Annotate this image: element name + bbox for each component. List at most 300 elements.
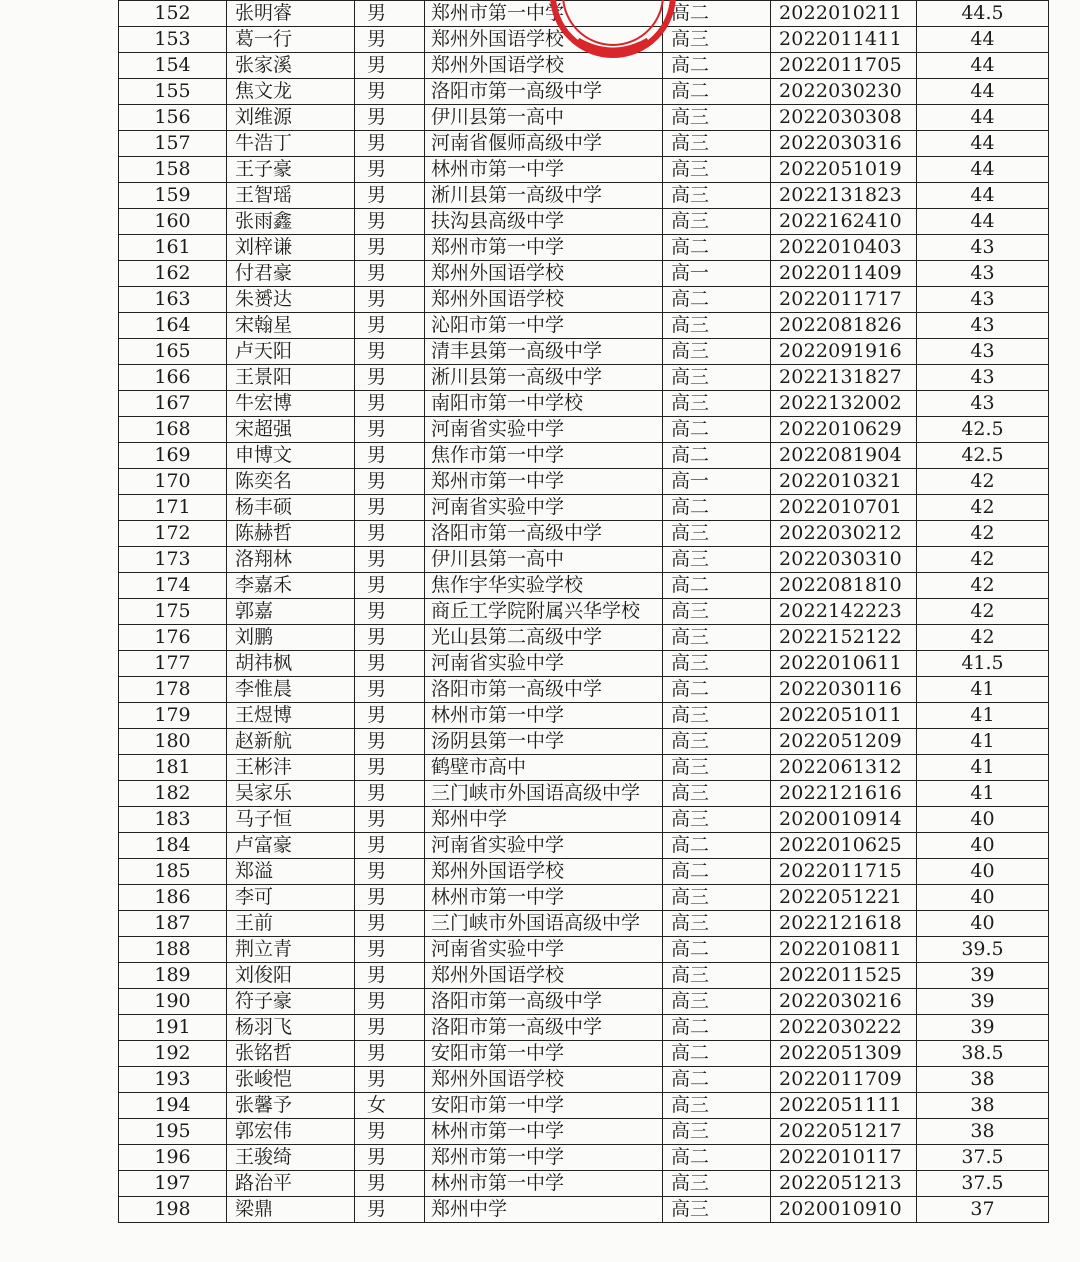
table-row — [119, 417, 1049, 443]
table-row — [119, 625, 1049, 651]
table-row — [119, 131, 1049, 157]
row-number-cell: 183 — [119, 807, 227, 833]
student-name-cell: 陈奕名 — [227, 469, 355, 495]
student-id-cell: 2022131827 — [771, 365, 917, 391]
school-name-cell: 郑州外国语学校 — [425, 27, 663, 53]
school-name-cell: 河南省实验中学 — [425, 651, 663, 677]
score-cell: 42 — [917, 521, 1049, 547]
gender-cell: 男 — [355, 677, 425, 703]
student-name-cell: 卢天阳 — [227, 339, 355, 365]
school-name-cell: 三门峡市外国语高级中学 — [425, 911, 663, 937]
school-name-cell: 安阳市第一中学 — [425, 1041, 663, 1067]
student-id-cell: 2022011705 — [771, 53, 917, 79]
grade-cell: 高二 — [663, 417, 771, 443]
grade-cell: 高一 — [663, 469, 771, 495]
gender-cell: 男 — [355, 1, 425, 27]
grade-cell: 高三 — [663, 651, 771, 677]
grade-cell: 高三 — [663, 209, 771, 235]
gender-cell: 男 — [355, 417, 425, 443]
student-name-cell: 付君豪 — [227, 261, 355, 287]
score-cell: 42 — [917, 625, 1049, 651]
school-name-cell: 郑州中学 — [425, 807, 663, 833]
student-name-cell: 刘维源 — [227, 105, 355, 131]
school-name-cell: 洛阳市第一高级中学 — [425, 521, 663, 547]
table-row — [119, 79, 1049, 105]
row-number-cell: 172 — [119, 521, 227, 547]
student-name-cell: 李嘉禾 — [227, 573, 355, 599]
student-id-cell: 2022011709 — [771, 1067, 917, 1093]
row-number-cell: 194 — [119, 1093, 227, 1119]
gender-cell: 男 — [355, 27, 425, 53]
row-number-cell: 186 — [119, 885, 227, 911]
table-row — [119, 963, 1049, 989]
row-number-cell: 177 — [119, 651, 227, 677]
row-number-cell: 170 — [119, 469, 227, 495]
gender-cell: 男 — [355, 573, 425, 599]
grade-cell: 高三 — [663, 1119, 771, 1145]
table-row — [119, 443, 1049, 469]
school-name-cell: 三门峡市外国语高级中学 — [425, 781, 663, 807]
grade-cell: 高三 — [663, 729, 771, 755]
score-cell: 42 — [917, 495, 1049, 521]
score-cell: 40 — [917, 885, 1049, 911]
table-row — [119, 937, 1049, 963]
table-row — [119, 287, 1049, 313]
grade-cell: 高二 — [663, 287, 771, 313]
student-id-cell: 2022010625 — [771, 833, 917, 859]
grade-cell: 高二 — [663, 677, 771, 703]
table-row — [119, 573, 1049, 599]
row-number-cell: 161 — [119, 235, 227, 261]
school-name-cell: 淅川县第一高级中学 — [425, 183, 663, 209]
table-row — [119, 911, 1049, 937]
student-name-cell: 刘梓谦 — [227, 235, 355, 261]
gender-cell: 男 — [355, 495, 425, 521]
seal-inner-ring — [563, 0, 663, 45]
table-row — [119, 833, 1049, 859]
student-name-cell: 马子恒 — [227, 807, 355, 833]
score-cell: 43 — [917, 287, 1049, 313]
student-id-cell: 2022010321 — [771, 469, 917, 495]
row-number-cell: 173 — [119, 547, 227, 573]
table-row — [119, 183, 1049, 209]
row-number-cell: 184 — [119, 833, 227, 859]
score-cell: 40 — [917, 911, 1049, 937]
student-name-cell: 宋翰星 — [227, 313, 355, 339]
student-name-cell: 王煜博 — [227, 703, 355, 729]
row-number-cell: 176 — [119, 625, 227, 651]
school-name-cell: 清丰县第一高级中学 — [425, 339, 663, 365]
student-id-cell: 2022081826 — [771, 313, 917, 339]
row-number-cell: 180 — [119, 729, 227, 755]
gender-cell: 男 — [355, 287, 425, 313]
table-row — [119, 313, 1049, 339]
gender-cell: 男 — [355, 729, 425, 755]
student-name-cell: 牛浩丁 — [227, 131, 355, 157]
student-id-cell: 2022091916 — [771, 339, 917, 365]
gender-cell: 男 — [355, 651, 425, 677]
grade-cell: 高三 — [663, 131, 771, 157]
score-cell: 39 — [917, 989, 1049, 1015]
student-name-cell: 杨丰硕 — [227, 495, 355, 521]
grade-cell: 高二 — [663, 859, 771, 885]
school-name-cell: 淅川县第一高级中学 — [425, 365, 663, 391]
student-name-cell: 卢富豪 — [227, 833, 355, 859]
school-name-cell: 林州市第一中学 — [425, 157, 663, 183]
student-id-cell: 2022030222 — [771, 1015, 917, 1041]
gender-cell: 男 — [355, 209, 425, 235]
table-row — [119, 1093, 1049, 1119]
row-number-cell: 169 — [119, 443, 227, 469]
row-number-cell: 168 — [119, 417, 227, 443]
student-id-cell: 2022051011 — [771, 703, 917, 729]
student-id-cell: 2022051209 — [771, 729, 917, 755]
table-row — [119, 365, 1049, 391]
score-cell: 39 — [917, 963, 1049, 989]
table-row — [119, 989, 1049, 1015]
gender-cell: 男 — [355, 1119, 425, 1145]
gender-cell: 男 — [355, 703, 425, 729]
gender-cell: 男 — [355, 131, 425, 157]
row-number-cell: 153 — [119, 27, 227, 53]
row-number-cell: 165 — [119, 339, 227, 365]
gender-cell: 男 — [355, 235, 425, 261]
row-number-cell: 190 — [119, 989, 227, 1015]
table-row — [119, 1145, 1049, 1171]
student-name-cell: 王彬沣 — [227, 755, 355, 781]
score-cell: 43 — [917, 235, 1049, 261]
table-row — [119, 495, 1049, 521]
table-row — [119, 469, 1049, 495]
grade-cell: 高三 — [663, 885, 771, 911]
student-name-cell: 朱赟达 — [227, 287, 355, 313]
grade-cell: 高三 — [663, 807, 771, 833]
score-cell: 38.5 — [917, 1041, 1049, 1067]
score-cell: 39 — [917, 1015, 1049, 1041]
row-number-cell: 187 — [119, 911, 227, 937]
grade-cell: 高三 — [663, 365, 771, 391]
gender-cell: 男 — [355, 1197, 425, 1223]
grade-cell: 高三 — [663, 391, 771, 417]
student-id-cell: 2022011525 — [771, 963, 917, 989]
school-name-cell: 南阳市第一中学校 — [425, 391, 663, 417]
table-row — [119, 261, 1049, 287]
results-table-body — [119, 1, 1049, 1223]
grade-cell: 高三 — [663, 313, 771, 339]
row-number-cell: 197 — [119, 1171, 227, 1197]
student-name-cell: 梁鼎 — [227, 1197, 355, 1223]
table-row — [119, 339, 1049, 365]
gender-cell: 女 — [355, 1093, 425, 1119]
row-number-cell: 192 — [119, 1041, 227, 1067]
school-name-cell: 林州市第一中学 — [425, 1119, 663, 1145]
student-id-cell: 2022051221 — [771, 885, 917, 911]
gender-cell: 男 — [355, 391, 425, 417]
student-name-cell: 王景阳 — [227, 365, 355, 391]
student-name-cell: 符子豪 — [227, 989, 355, 1015]
student-id-cell: 2022030216 — [771, 989, 917, 1015]
school-name-cell: 河南省实验中学 — [425, 417, 663, 443]
table-row — [119, 391, 1049, 417]
grade-cell: 高三 — [663, 183, 771, 209]
student-id-cell: 2022131823 — [771, 183, 917, 209]
grade-cell: 高二 — [663, 79, 771, 105]
grade-cell: 高三 — [663, 781, 771, 807]
score-cell: 42 — [917, 573, 1049, 599]
student-id-cell: 2022010211 — [771, 1, 917, 27]
score-cell: 37.5 — [917, 1171, 1049, 1197]
score-cell: 42.5 — [917, 417, 1049, 443]
student-id-cell: 2022121616 — [771, 781, 917, 807]
score-cell: 44 — [917, 131, 1049, 157]
school-name-cell: 沁阳市第一中学 — [425, 313, 663, 339]
row-number-cell: 156 — [119, 105, 227, 131]
school-name-cell: 郑州外国语学校 — [425, 261, 663, 287]
row-number-cell: 167 — [119, 391, 227, 417]
student-id-cell: 2022030230 — [771, 79, 917, 105]
student-name-cell: 申博文 — [227, 443, 355, 469]
student-name-cell: 荆立青 — [227, 937, 355, 963]
student-name-cell: 葛一行 — [227, 27, 355, 53]
student-name-cell: 刘鹏 — [227, 625, 355, 651]
school-name-cell: 扶沟县高级中学 — [425, 209, 663, 235]
score-cell: 43 — [917, 313, 1049, 339]
gender-cell: 男 — [355, 521, 425, 547]
student-id-cell: 2022081810 — [771, 573, 917, 599]
grade-cell: 高二 — [663, 573, 771, 599]
student-id-cell: 2022132002 — [771, 391, 917, 417]
gender-cell: 男 — [355, 443, 425, 469]
table-row — [119, 729, 1049, 755]
row-number-cell: 193 — [119, 1067, 227, 1093]
score-cell: 43 — [917, 261, 1049, 287]
row-number-cell: 164 — [119, 313, 227, 339]
grade-cell: 高三 — [663, 1197, 771, 1223]
gender-cell: 男 — [355, 1171, 425, 1197]
score-cell: 41.5 — [917, 651, 1049, 677]
student-id-cell: 2022051213 — [771, 1171, 917, 1197]
score-cell: 38 — [917, 1119, 1049, 1145]
row-number-cell: 195 — [119, 1119, 227, 1145]
table-row — [119, 235, 1049, 261]
student-name-cell: 吴家乐 — [227, 781, 355, 807]
grade-cell: 高二 — [663, 495, 771, 521]
table-row — [119, 1067, 1049, 1093]
gender-cell: 男 — [355, 1015, 425, 1041]
school-name-cell: 焦作市第一中学 — [425, 443, 663, 469]
score-cell: 41 — [917, 755, 1049, 781]
student-id-cell: 2022051217 — [771, 1119, 917, 1145]
grade-cell: 高二 — [663, 443, 771, 469]
grade-cell: 高二 — [663, 1041, 771, 1067]
gender-cell: 男 — [355, 807, 425, 833]
school-name-cell: 郑州外国语学校 — [425, 53, 663, 79]
score-cell: 41 — [917, 677, 1049, 703]
table-row — [119, 677, 1049, 703]
school-name-cell: 商丘工学院附属兴华学校 — [425, 599, 663, 625]
score-cell: 43 — [917, 391, 1049, 417]
student-name-cell: 张馨予 — [227, 1093, 355, 1119]
grade-cell: 高二 — [663, 1015, 771, 1041]
row-number-cell: 171 — [119, 495, 227, 521]
row-number-cell: 155 — [119, 79, 227, 105]
grade-cell: 高三 — [663, 105, 771, 131]
student-id-cell: 2022030308 — [771, 105, 917, 131]
school-name-cell: 郑州外国语学校 — [425, 1067, 663, 1093]
school-name-cell: 焦作宇华实验学校 — [425, 573, 663, 599]
gender-cell: 男 — [355, 79, 425, 105]
gender-cell: 男 — [355, 911, 425, 937]
student-id-cell: 2022011409 — [771, 261, 917, 287]
school-name-cell: 安阳市第一中学 — [425, 1093, 663, 1119]
school-name-cell: 郑州市第一中学 — [425, 1145, 663, 1171]
score-cell: 42.5 — [917, 443, 1049, 469]
results-table — [118, 0, 1049, 1223]
student-id-cell: 2022010629 — [771, 417, 917, 443]
student-name-cell: 王前 — [227, 911, 355, 937]
student-name-cell: 牛宏博 — [227, 391, 355, 417]
school-name-cell: 鹤壁市高中 — [425, 755, 663, 781]
grade-cell: 高三 — [663, 625, 771, 651]
student-name-cell: 路治平 — [227, 1171, 355, 1197]
student-name-cell: 王子豪 — [227, 157, 355, 183]
school-name-cell: 郑州市第一中学 — [425, 469, 663, 495]
student-name-cell: 刘俊阳 — [227, 963, 355, 989]
table-row — [119, 703, 1049, 729]
student-id-cell: 2022051309 — [771, 1041, 917, 1067]
row-number-cell: 198 — [119, 1197, 227, 1223]
score-cell: 42 — [917, 469, 1049, 495]
grade-cell: 高三 — [663, 755, 771, 781]
score-cell: 37.5 — [917, 1145, 1049, 1171]
student-id-cell: 2022061312 — [771, 755, 917, 781]
school-name-cell: 洛阳市第一高级中学 — [425, 1015, 663, 1041]
gender-cell: 男 — [355, 157, 425, 183]
row-number-cell: 163 — [119, 287, 227, 313]
school-name-cell: 河南省实验中学 — [425, 495, 663, 521]
row-number-cell: 188 — [119, 937, 227, 963]
student-id-cell: 2022162410 — [771, 209, 917, 235]
school-name-cell: 河南省偃师高级中学 — [425, 131, 663, 157]
score-cell: 44 — [917, 79, 1049, 105]
school-name-cell: 洛阳市第一高级中学 — [425, 79, 663, 105]
table-row — [119, 547, 1049, 573]
row-number-cell: 162 — [119, 261, 227, 287]
table-row — [119, 755, 1049, 781]
student-id-cell: 2022051019 — [771, 157, 917, 183]
score-cell: 44 — [917, 27, 1049, 53]
student-name-cell: 郭宏伟 — [227, 1119, 355, 1145]
row-number-cell: 196 — [119, 1145, 227, 1171]
score-cell: 41 — [917, 703, 1049, 729]
row-number-cell: 158 — [119, 157, 227, 183]
student-name-cell: 张家溪 — [227, 53, 355, 79]
school-name-cell: 郑州外国语学校 — [425, 859, 663, 885]
table-row — [119, 885, 1049, 911]
table-row — [119, 807, 1049, 833]
grade-cell: 高三 — [663, 157, 771, 183]
student-name-cell: 张铭哲 — [227, 1041, 355, 1067]
school-name-cell: 光山县第二高级中学 — [425, 625, 663, 651]
row-number-cell: 185 — [119, 859, 227, 885]
student-id-cell: 2022030116 — [771, 677, 917, 703]
grade-cell: 高三 — [663, 911, 771, 937]
student-name-cell: 陈赫哲 — [227, 521, 355, 547]
gender-cell: 男 — [355, 313, 425, 339]
grade-cell: 高三 — [663, 547, 771, 573]
grade-cell: 高三 — [663, 521, 771, 547]
school-name-cell: 洛阳市第一高级中学 — [425, 989, 663, 1015]
row-number-cell: 159 — [119, 183, 227, 209]
row-number-cell: 157 — [119, 131, 227, 157]
score-cell: 41 — [917, 781, 1049, 807]
score-cell: 44 — [917, 183, 1049, 209]
official-seal-stamp — [548, 0, 678, 60]
row-number-cell: 182 — [119, 781, 227, 807]
score-cell: 39.5 — [917, 937, 1049, 963]
student-name-cell: 杨羽飞 — [227, 1015, 355, 1041]
student-name-cell: 张雨鑫 — [227, 209, 355, 235]
school-name-cell: 洛阳市第一高级中学 — [425, 677, 663, 703]
gender-cell: 男 — [355, 105, 425, 131]
row-number-cell: 181 — [119, 755, 227, 781]
table-row — [119, 781, 1049, 807]
grade-cell: 高三 — [663, 599, 771, 625]
score-cell: 38 — [917, 1067, 1049, 1093]
gender-cell: 男 — [355, 547, 425, 573]
school-name-cell: 河南省实验中学 — [425, 937, 663, 963]
school-name-cell: 伊川县第一高中 — [425, 547, 663, 573]
student-id-cell: 2022010811 — [771, 937, 917, 963]
table-row — [119, 1015, 1049, 1041]
table-row — [119, 1197, 1049, 1223]
student-id-cell: 2022010701 — [771, 495, 917, 521]
school-name-cell: 林州市第一中学 — [425, 703, 663, 729]
score-cell: 42 — [917, 547, 1049, 573]
student-name-cell: 宋超强 — [227, 417, 355, 443]
student-name-cell: 王骏绮 — [227, 1145, 355, 1171]
gender-cell: 男 — [355, 937, 425, 963]
student-id-cell: 2022010403 — [771, 235, 917, 261]
grade-cell: 高三 — [663, 1171, 771, 1197]
student-name-cell: 郭嘉 — [227, 599, 355, 625]
row-number-cell: 154 — [119, 53, 227, 79]
table-row — [119, 1171, 1049, 1197]
table-row — [119, 599, 1049, 625]
student-id-cell: 2022081904 — [771, 443, 917, 469]
table-row — [119, 1041, 1049, 1067]
grade-cell: 高二 — [663, 1067, 771, 1093]
score-cell: 41 — [917, 729, 1049, 755]
grade-cell: 高一 — [663, 261, 771, 287]
gender-cell: 男 — [355, 963, 425, 989]
grade-cell: 高二 — [663, 937, 771, 963]
grade-cell: 高二 — [663, 1145, 771, 1171]
table-row — [119, 1119, 1049, 1145]
gender-cell: 男 — [355, 365, 425, 391]
row-number-cell: 152 — [119, 1, 227, 27]
gender-cell: 男 — [355, 469, 425, 495]
gender-cell: 男 — [355, 989, 425, 1015]
grade-cell: 高三 — [663, 963, 771, 989]
score-cell: 40 — [917, 807, 1049, 833]
gender-cell: 男 — [355, 833, 425, 859]
gender-cell: 男 — [355, 859, 425, 885]
student-id-cell: 2022010117 — [771, 1145, 917, 1171]
student-id-cell: 2022030310 — [771, 547, 917, 573]
gender-cell: 男 — [355, 885, 425, 911]
student-id-cell: 2022142223 — [771, 599, 917, 625]
